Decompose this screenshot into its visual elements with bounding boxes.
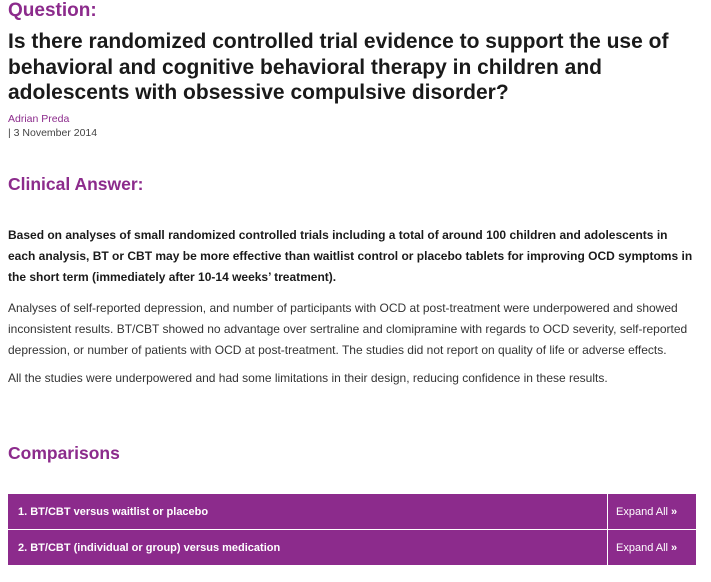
clinical-answer-paragraph: Analyses of self-reported depression, and number of participants with OCD at post-treatment were underpowered and showed inconsistent results. BT/CBT showed no advantage over sertraline and clomipramine with regards to OCD severity, self-reported depression, or number of patients with OCD at post-treatment. The studies did not report on quality of life or adverse effects. bbox=[8, 301, 688, 357]
comparison-row[interactable] bbox=[8, 494, 696, 529]
comparisons-heading: Comparisons bbox=[8, 443, 120, 463]
expand-all-label: Expand All bbox=[616, 505, 668, 518]
question-label: Question: bbox=[8, 0, 97, 21]
question-title: Is there randomized controlled trial evidence to support the use of behavioral and cognitive behavioral therapy in children and adolescents with obsessive compulsive disorder? bbox=[8, 30, 669, 104]
expand-all-button[interactable] bbox=[607, 494, 696, 529]
double-chevron-right-icon: » bbox=[670, 505, 678, 518]
expand-all-button[interactable] bbox=[607, 530, 696, 565]
comparison-row[interactable] bbox=[8, 530, 696, 565]
comparison-label[interactable]: 1. BT/CBT versus waitlist or placebo bbox=[18, 505, 209, 518]
double-chevron-right-icon: » bbox=[670, 541, 678, 554]
comparisons-list bbox=[8, 494, 696, 566]
publish-date: | 3 November 2014 bbox=[8, 127, 98, 139]
expand-all-label: Expand All bbox=[616, 541, 668, 554]
clinical-answer-heading: Clinical Answer: bbox=[8, 174, 144, 194]
author-link[interactable]: Adrian Preda bbox=[8, 113, 70, 125]
clinical-answer-summary: Based on analyses of small randomized controlled trials including a total of around 100 children and adolescents in each analysis, BT or CBT may be more effective than waitlist control or placebo tablets for improving OCD symptoms in the short term (immediately after 10-14 weeks’ treatment). bbox=[8, 228, 693, 284]
comparison-label[interactable]: 2. BT/CBT (individual or group) versus medication bbox=[18, 541, 281, 554]
clinical-answer-paragraph: All the studies were underpowered and had some limitations in their design, reducing confidence in these results. bbox=[8, 371, 608, 385]
